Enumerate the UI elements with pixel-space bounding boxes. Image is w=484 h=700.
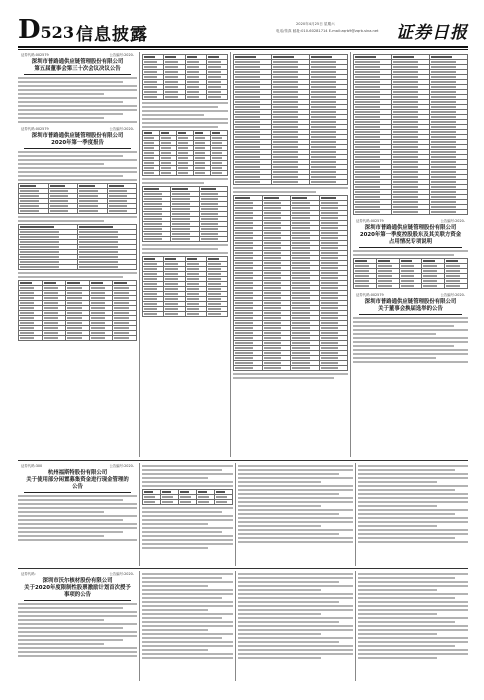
column-divider	[139, 571, 140, 681]
section-separator	[18, 568, 468, 569]
column-divider	[355, 463, 356, 566]
section-title: 信息披露	[76, 25, 148, 45]
company-name: 杭州福斯特股份有限公司	[47, 470, 108, 476]
newspaper-logo: 证券日报	[396, 23, 468, 43]
contact-line: 电话/传真 邮址:010-60281714 E-mail:zqrb9@zqrb.sina.net	[276, 29, 379, 33]
financial-table	[353, 54, 468, 215]
middle-column-1	[18, 463, 137, 566]
announcement-number: 公告编号:2020-	[440, 293, 465, 297]
financial-table	[18, 183, 137, 214]
stock-code: 证券代码:002579	[21, 127, 49, 131]
body-text	[18, 495, 137, 541]
announcement-number: 公告编号:2020-	[440, 219, 465, 223]
announcement-title: 关于董事会换届选举的公告	[359, 306, 462, 315]
company-name: 深圳市普路通供应链管理股份有限公司	[31, 133, 124, 139]
column-1	[18, 52, 137, 457]
announcement-title: 2020年第一季度控股股东及其关联方资金占用情况专项说明	[359, 232, 462, 248]
stock-code: 证券代码:	[21, 572, 36, 576]
announcement-number: 公告编号:2020-	[109, 572, 134, 576]
bottom-column-2	[142, 571, 233, 681]
code-line	[353, 292, 468, 297]
page-letter: D	[18, 15, 41, 45]
bottom-column-4	[358, 571, 468, 681]
announcement-header	[18, 126, 137, 149]
body-text	[18, 603, 137, 657]
announcement-title: 关于2020年度限制性股票激励计划首次授予事项的公告	[24, 585, 131, 601]
announcement-header	[18, 463, 137, 493]
stock-code: 证券代码:002579	[21, 53, 49, 57]
company-name: 深圳市普路通供应链管理股份有限公司	[31, 59, 124, 65]
announcement-title: 2020年第一季度报告	[24, 140, 131, 149]
body-text	[18, 77, 137, 123]
column-divider	[235, 463, 236, 566]
bottom-column-3	[238, 571, 353, 681]
financial-table	[233, 195, 348, 371]
code-line	[18, 52, 137, 57]
financial-table	[18, 280, 137, 341]
bottom-column-1	[18, 571, 137, 681]
column-divider	[235, 571, 236, 681]
column-divider	[139, 52, 140, 457]
column-3	[233, 52, 348, 457]
masthead-rule-thin	[18, 49, 468, 50]
column-divider	[139, 463, 140, 566]
stock-code: 证券代码:002579	[356, 293, 384, 297]
code-line	[353, 218, 468, 223]
column-divider	[350, 52, 351, 457]
company-name: 深圳市普路通供应链管理股份有限公司	[364, 299, 457, 305]
announcement-number: 公告编号:2020-	[109, 53, 134, 57]
code-line	[18, 463, 137, 468]
code-line	[18, 571, 137, 576]
announcement-header	[18, 571, 137, 601]
column-2	[142, 52, 228, 457]
announcement-title: 第五届董事会第三十次会议决议公告	[24, 66, 131, 75]
column-4	[353, 52, 468, 457]
masthead-rule	[18, 46, 468, 48]
financial-table	[18, 224, 137, 270]
stock-code: 证券代码:002579	[356, 219, 384, 223]
announcement-title: 关于使用部分闲置募集资金进行现金管理的公告	[24, 477, 131, 493]
financial-table	[142, 54, 228, 100]
company-name: 深圳市普路通供应链管理股份有限公司	[364, 225, 457, 231]
financial-table	[353, 258, 468, 289]
announcement-header	[18, 52, 137, 75]
body-text	[18, 151, 137, 181]
masthead	[18, 15, 468, 45]
code-line	[18, 126, 137, 131]
section-separator	[18, 460, 468, 461]
column-divider	[355, 571, 356, 681]
financial-table	[142, 130, 228, 176]
announcement-header	[353, 292, 468, 315]
column-divider	[230, 52, 231, 457]
announcement-number: 公告编号:2020-	[109, 127, 134, 131]
stock-code: 证券代码:300	[21, 464, 43, 468]
financial-table	[233, 54, 348, 185]
company-name: 深圳市沃尔核材股份有限公司	[42, 578, 113, 584]
announcement-number: 公告编号:2020-	[109, 464, 134, 468]
financial-table	[142, 186, 228, 242]
financial-table	[142, 489, 233, 505]
date-line: 2020年4月25日 星期六	[296, 22, 335, 26]
page-number	[18, 15, 74, 45]
middle-column-4	[358, 463, 468, 566]
middle-column-3	[238, 463, 353, 566]
announcement-header	[353, 218, 468, 248]
middle-column-2	[142, 463, 233, 566]
page-digits: 523	[40, 23, 74, 42]
financial-table	[142, 256, 228, 317]
